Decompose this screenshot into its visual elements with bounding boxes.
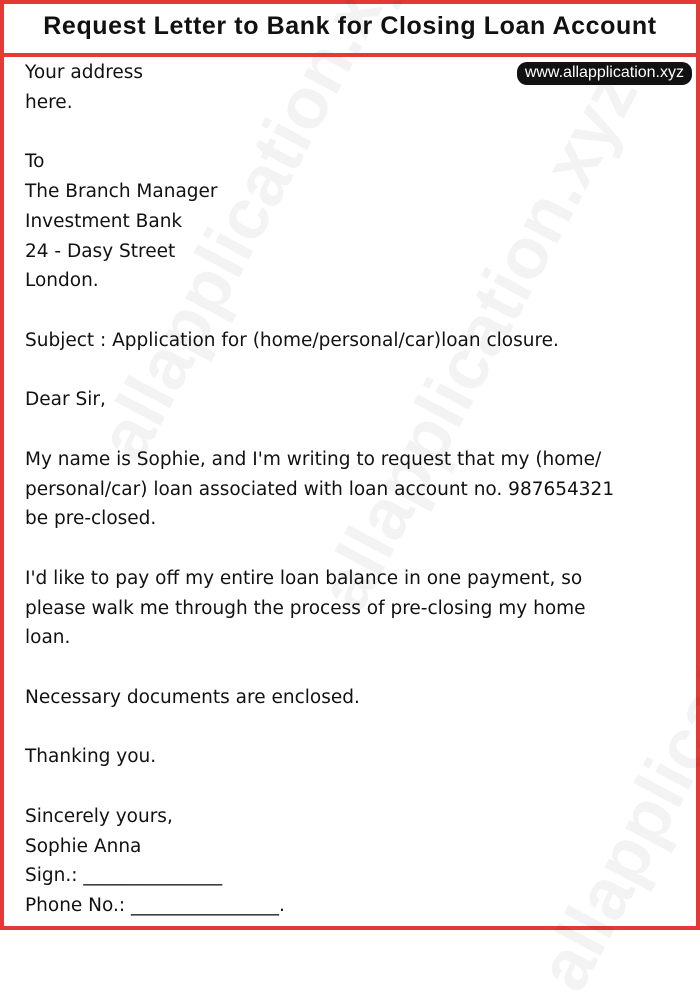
signature-line: Sign.: _______________ (25, 865, 223, 887)
phone-line: Phone No.: ________________. (25, 895, 285, 916)
letter-body (25, 58, 675, 921)
body-paragraph-1-line: personal/car) loan associated with loan account no. 987654321 (25, 478, 615, 500)
body-paragraph-1-line: be pre-closed. (25, 508, 157, 530)
recipient-to: To (25, 151, 45, 173)
recipient-line: 24 - Dasy Street (25, 240, 176, 262)
spacer (25, 772, 675, 802)
website-badge: www.allapplication.xyz (517, 62, 692, 85)
body-paragraph-1-line: My name is Sophie, and I'm writing to request that my (home/ (25, 448, 602, 470)
spacer (25, 356, 675, 386)
spacer (25, 534, 675, 564)
subject-line: Subject : Application for (home/personal/car)loan closure. (25, 329, 559, 351)
body-paragraph-2-line: loan. (25, 627, 71, 649)
spacer (25, 653, 675, 683)
title-bar (0, 0, 700, 57)
body-paragraph-4-line: Thanking you. (25, 746, 157, 768)
recipient-line: London. (25, 270, 99, 292)
sign-off: Sincerely yours, (25, 805, 173, 827)
spacer (25, 118, 675, 148)
spacer (25, 296, 675, 326)
sender-address-line: here. (25, 91, 73, 113)
body-paragraph-3-line: Necessary documents are enclosed. (25, 686, 360, 708)
sender-name: Sophie Anna (25, 835, 142, 857)
spacer (25, 415, 675, 445)
recipient-line: The Branch Manager (25, 181, 218, 202)
spacer (25, 713, 675, 743)
salutation: Dear Sir, (25, 389, 106, 411)
body-paragraph-2-line: please walk me through the process of pre-closing my home (25, 597, 586, 619)
body-paragraph-2-line: I'd like to pay off my entire loan balance in one payment, so (25, 567, 583, 589)
sender-address-line: Your address (25, 62, 144, 83)
page-title: Request Letter to Bank for Closing Loan Account (43, 12, 657, 40)
recipient-line: Investment Bank (25, 210, 183, 232)
